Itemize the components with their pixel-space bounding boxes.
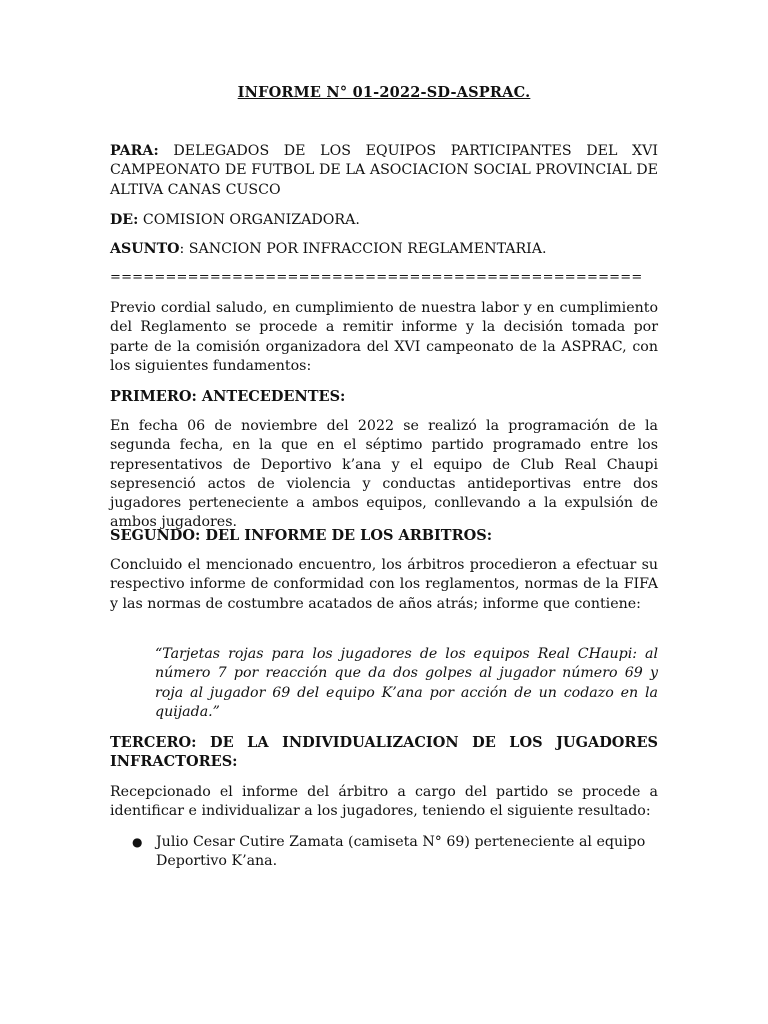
asunto-text: : SANCION POR INFRACCION REGLAMENTARIA. (179, 241, 547, 257)
asunto-section (110, 240, 658, 259)
bullet-icon: ● (132, 835, 143, 849)
para-label: PARA: (110, 143, 159, 159)
segundo-paragraph: Concluido el mencionado encuentro, los árbitros procedieron a efectuar su respectivo informe de conformidad con los reglamentos, normas de la FIFA y las normas de costumbre acatados de años atrás; informe que contiene: (110, 557, 658, 612)
de-text: COMISION ORGANIZADORA. (142, 212, 360, 228)
primero-paragraph: En fecha 06 de noviembre del 2022 se realizó la programación de la segunda fecha, en la que en el séptimo partido programado entre los representativos de Deportivo k’ana y el equipo de Club Real Chaupi sepresenció actos de violencia y conductas antideportivas entre dos jugadores perteneciente a ambos equipos, conllevando a la expulsión de ambos jugadores. (110, 418, 658, 531)
referee-quote: “Tarjetas rojas para los jugadores de los equipos Real CHaupi: al número 7 por reacción que da dos golpes al jugador número 69 y roja al jugador 69 del equipo K’ana por acción de un codazo en la quijada.” (155, 646, 658, 720)
para-section (110, 142, 658, 200)
list-item (132, 833, 658, 872)
de-label: DE: (110, 212, 139, 228)
segundo-heading: SEGUNDO: DEL INFORME DE LOS ARBITROS: (110, 527, 493, 544)
report-title: INFORME N° 01-2022-SD-ASPRAC. (237, 84, 531, 101)
primero-heading: PRIMERO: ANTECEDENTES: (110, 388, 346, 405)
para-text: DELEGADOS DE LOS EQUIPOS PARTICIPANTES DEL XVI CAMPEONATO DE FUTBOL DE LA ASOCIACION SOCIAL PROVINCIAL DE ALTIVA CANAS CUSCO (110, 143, 658, 198)
list-item-text: Julio Cesar Cutire Zamata (camiseta N° 69) perteneciente al equipo Deportivo K’ana. (156, 834, 646, 870)
asunto-label: ASUNTO (110, 241, 180, 257)
tercero-paragraph: Recepcionado el informe del árbitro a cargo del partido se procede a identificar e individualizar a los jugadores, teniendo el siguiente resultado: (110, 784, 658, 820)
intro-paragraph: Previo cordial saludo, en cumplimiento de nuestra labor y en cumplimiento del Reglamento se procede a remitir informe y la decisión tomada por parte de la comisión organizadora del XVI campeonato de la ASPRAC, con los siguientes fundamentos: (110, 300, 658, 374)
separator-line: ================================================ (110, 270, 643, 285)
tercero-heading: TERCERO: DE LA INDIVIDUALIZACION DE LOS JUGADORES INFRACTORES: (110, 734, 658, 771)
de-section (110, 211, 658, 230)
